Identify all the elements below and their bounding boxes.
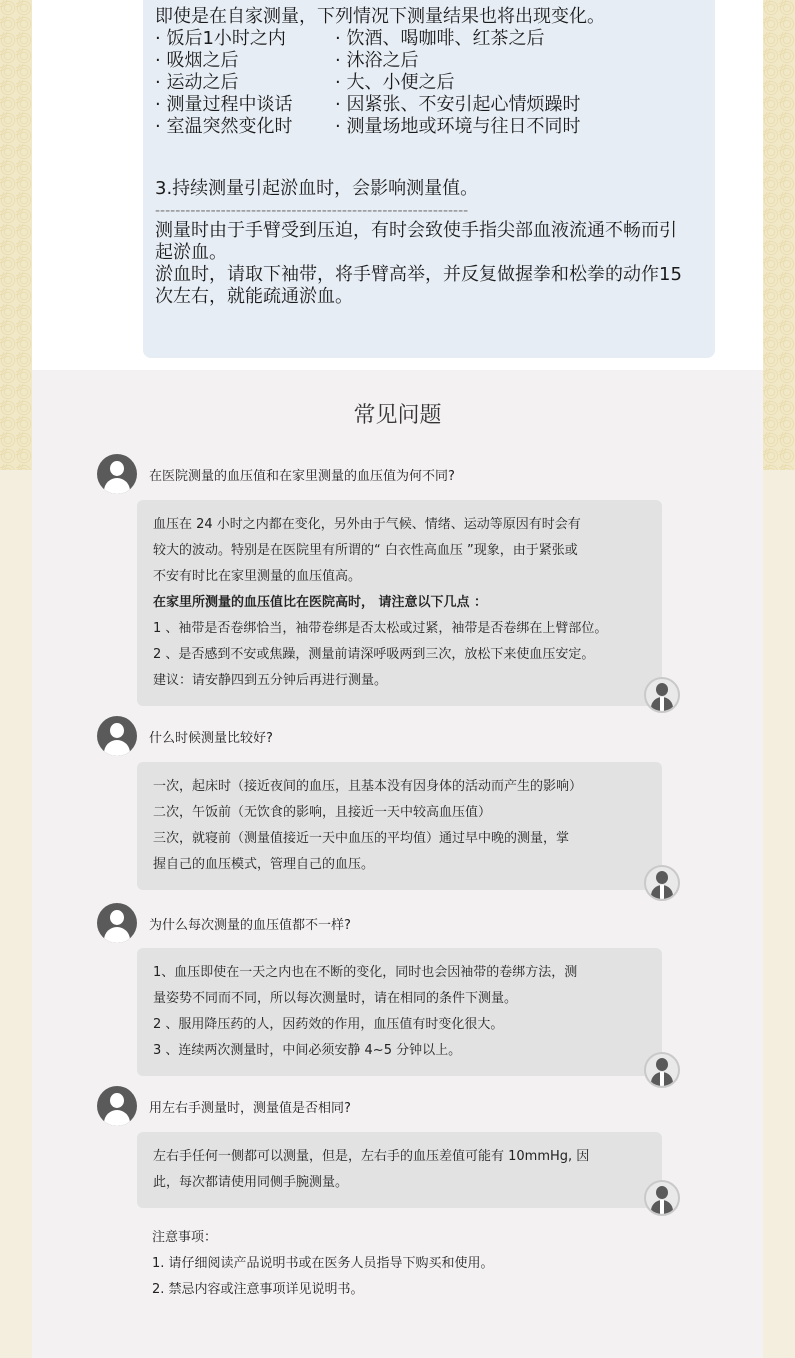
condition-right: · 大、小便之后 <box>335 72 455 93</box>
notes-section <box>152 1225 494 1303</box>
answer-line: 1、血压即使在一天之内也在不断的变化，同时也会因袖带的卷绑方法，测 <box>153 965 578 980</box>
conditions-list <box>155 28 703 138</box>
doctor-avatar-icon <box>644 865 680 901</box>
faq-answer-box <box>137 948 662 1076</box>
user-avatar-icon <box>97 903 137 943</box>
doctor-avatar-icon <box>644 1052 680 1088</box>
condition-left: · 运动之后 <box>155 72 239 93</box>
notes-title: 注意事项： <box>152 1230 218 1245</box>
section3-title: 3.持续测量引起淤血时，会影响测量值。 <box>155 178 479 199</box>
doctor-avatar-icon <box>644 1180 680 1216</box>
user-avatar-icon <box>97 454 137 494</box>
faq-section <box>32 370 763 1358</box>
answer-line: 2 、是否感到不安或焦躁，测量前请深呼吸两到三次，放松下来使血压安定。 <box>153 647 595 662</box>
section3-line: 起淤血。 <box>155 242 227 263</box>
section3-line: 测量时由于手臂受到压迫，有时会致使手指尖部血液流通不畅而引 <box>155 220 677 241</box>
answer-line: 建议：请安静四到五分钟后再进行测量。 <box>153 673 388 688</box>
condition-right: · 饮酒、喝咖啡、红茶之后 <box>335 28 545 49</box>
condition-row <box>155 50 703 72</box>
faq-answer-box <box>137 500 662 706</box>
answer-line: 3 、连续两次测量时，中间必须安静 4~5 分钟以上。 <box>153 1043 462 1058</box>
doctor-avatar-icon <box>644 677 680 713</box>
condition-row <box>155 94 703 116</box>
condition-row <box>155 116 703 138</box>
notes-line: 1. 请仔细阅读产品说明书或在医务人员指导下购买和使用。 <box>152 1256 494 1271</box>
faq-question-row <box>97 903 351 943</box>
faq-question: 什么时候测量比较好? <box>149 730 273 746</box>
faq-question-row <box>97 1086 351 1126</box>
divider: -------------------------------------------------------------- <box>155 203 469 219</box>
condition-row <box>155 72 703 94</box>
section3-paragraph <box>155 220 703 308</box>
faq-answer-box <box>137 762 662 890</box>
answer-line: 血压在 24 小时之内都在变化，另外由于气候、情绪、运动等原因有时会有 <box>153 517 581 532</box>
condition-right: · 因紧张、不安引起心情烦躁时 <box>335 94 581 115</box>
condition-row <box>155 28 703 50</box>
decorative-pattern-left <box>0 0 32 470</box>
faq-answer-box <box>137 1132 662 1208</box>
answer-line: 2 、服用降压药的人，因药效的作用，血压值有时变化很大。 <box>153 1017 504 1032</box>
answer-line: 较大的波动。特别是在医院里有所谓的“ 白衣性高血压 ”现象，由于紧张或 <box>153 543 578 558</box>
faq-question-row <box>97 454 455 494</box>
answer-line: 此，每次都请使用同侧手腕测量。 <box>153 1175 349 1190</box>
condition-right: · 测量场地或环境与往日不同时 <box>335 116 581 137</box>
notes-line: 2. 禁忌内容或注意事项详见说明书。 <box>152 1282 364 1297</box>
condition-left: · 吸烟之后 <box>155 50 239 71</box>
faq-question: 用左右手测量时，测量值是否相同? <box>149 1100 351 1116</box>
answer-line: 不安有时比在家里测量的血压值高。 <box>153 569 362 584</box>
condition-left: · 室温突然变化时 <box>155 116 293 137</box>
condition-right: · 沐浴之后 <box>335 50 419 71</box>
answer-line-bold: 在家里所测量的血压值比在医院高时， 请注意以下几点 ： <box>153 595 488 610</box>
condition-left: · 饭后1小时之内 <box>155 28 286 49</box>
section3-line: 淤血时，请取下袖带，将手臂高举，并反复做握拳和松拳的动作15 <box>155 264 682 285</box>
answer-line: 1 、袖带是否卷绑恰当，袖带卷绑是否太松或过紧，袖带是否卷绑在上臂部位。 <box>153 621 608 636</box>
section3-line: 次左右，就能疏通淤血。 <box>155 286 353 307</box>
faq-question-row <box>97 716 273 756</box>
faq-question: 在医院测量的血压值和在家里测量的血压值为何不同? <box>149 468 455 484</box>
user-avatar-icon <box>97 716 137 756</box>
answer-line: 左右手任何一侧都可以测量，但是，左右手的血压差值可能有 10mmHg, 因 <box>153 1149 590 1164</box>
top-section <box>32 0 763 370</box>
answer-line: 三次，就寝前（测量值接近一天中血压的平均值）通过早中晚的测量，掌 <box>153 831 570 846</box>
faq-title: 常见问题 <box>353 403 442 428</box>
condition-left: · 测量过程中谈话 <box>155 94 293 115</box>
faq-question: 为什么每次测量的血压值都不一样? <box>149 917 351 933</box>
intro-text: 即使是在自家测量，下列情况下测量结果也将出现变化。 <box>155 6 605 27</box>
decorative-pattern-right <box>763 0 795 470</box>
answer-line: 一次，起床时（接近夜间的血压，且基本没有因身体的活动而产生的影响） <box>153 779 583 794</box>
answer-line: 二次，午饭前（无饮食的影响，且接近一天中较高血压值） <box>153 805 492 820</box>
answer-line: 量姿势不同而不同，所以每次测量时，请在相同的条件下测量。 <box>153 991 518 1006</box>
answer-line: 握自己的血压模式，管理自己的血压。 <box>153 857 375 872</box>
measurement-info-box <box>143 0 715 358</box>
user-avatar-icon <box>97 1086 137 1126</box>
